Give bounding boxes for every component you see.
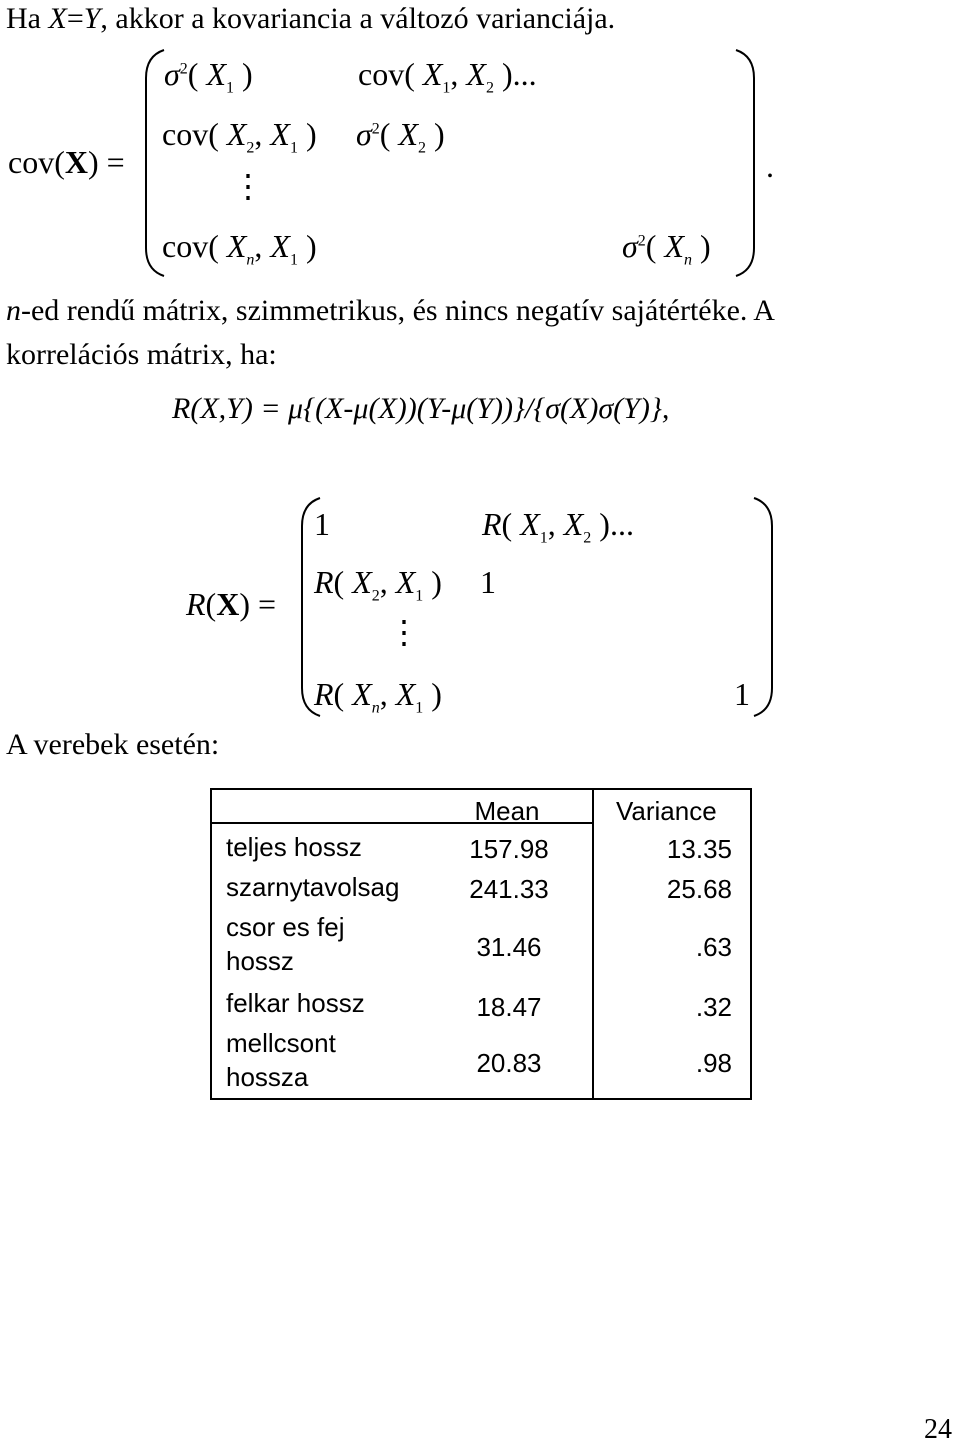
x-var: X: [398, 116, 418, 152]
page-number: 24: [924, 1414, 952, 1445]
r-cell-1-2: R( $X_1$, $X_2$ )...: [482, 506, 634, 547]
row-mean: 20.83: [476, 1048, 542, 1078]
row-mean: 18.47: [476, 992, 542, 1022]
sub-1: 1: [415, 587, 424, 605]
cov-fn: cov: [162, 116, 209, 152]
cov-period: .: [766, 148, 774, 184]
row-label: felkar hossz: [226, 988, 365, 1018]
intro-line: [6, 4, 615, 34]
r-vdots: ⋮: [388, 614, 420, 650]
row-mean: 157.98: [469, 834, 549, 864]
x-var: X: [466, 56, 486, 92]
ellipsis: ...: [609, 506, 634, 542]
sub-1: 1: [289, 139, 298, 157]
x-var: X: [352, 564, 372, 600]
sub-2: 2: [417, 139, 426, 157]
r-sym: R: [186, 586, 206, 622]
r-lhs-arg: X: [216, 586, 240, 622]
sup-2: 2: [179, 60, 188, 78]
cov-cell-1-1: $\sigma^2$( $X_1$ ): [164, 56, 253, 97]
comma: ,: [254, 116, 263, 152]
cov-lhs: cov(X) =: [8, 144, 125, 180]
cov-cell-n-1: cov( $X_n$, $X_1$ ): [162, 228, 317, 269]
cov-fn: cov: [358, 56, 405, 92]
header-mean: Mean: [474, 796, 540, 826]
x-var: X: [226, 228, 247, 264]
paragraph-line-1: [6, 296, 775, 326]
x-var: X: [520, 506, 540, 542]
intro-post: , akkor a kovariancia a változó varianciája.: [100, 2, 616, 35]
sub-1: 1: [415, 699, 424, 717]
paragraph-text-1: -ed rendű mátrix, szimmetrikus, és nincs negatív sajátértéke. A: [21, 294, 775, 327]
r-sym: R: [482, 506, 502, 542]
row-label: csor es fej hossz: [226, 912, 345, 976]
sub-1: 1: [225, 79, 234, 97]
intro-pre: Ha: [6, 2, 49, 35]
cov-right-bracket: [730, 48, 760, 278]
ellipsis: ...: [512, 56, 537, 92]
x-var: X: [422, 56, 443, 92]
row-variance: .32: [695, 992, 732, 1022]
cov-lhs-eq: =: [106, 144, 125, 180]
intro-eq: =: [66, 2, 84, 35]
comma: ,: [547, 506, 556, 542]
intro-var-x: X: [48, 2, 67, 35]
paragraph-line-2: korrelációs mátrix, ha:: [6, 338, 277, 371]
row-mean: 241.33: [469, 874, 549, 904]
cov-lhs-arg: X: [64, 144, 88, 180]
row-label: teljes hossz: [226, 832, 362, 862]
cov-fn: cov: [162, 228, 209, 264]
row-variance: .98: [695, 1048, 732, 1078]
sub-2: 2: [485, 79, 494, 97]
r-sym: R: [314, 676, 334, 712]
table-caption: A verebek esetén:: [6, 728, 220, 761]
sub-n: n: [683, 251, 692, 269]
cov-lhs-fn: cov: [8, 144, 55, 180]
r-sym: R: [314, 564, 334, 600]
sup-2: 2: [637, 232, 646, 250]
cov-cell-2-2: $\sigma^2$( $X_2$ ): [356, 116, 445, 157]
sup-2: 2: [371, 120, 380, 138]
row-label: szarnytavolsag: [226, 872, 400, 902]
sigma-sym: σ: [356, 116, 372, 152]
x-var: X: [270, 228, 290, 264]
x-var: X: [563, 506, 584, 542]
comma: ,: [379, 564, 388, 600]
r-lhs: R(X) =: [186, 586, 277, 622]
r-cell-1-1: 1: [314, 506, 330, 542]
correlation-formula: R(X,Y) = μ{(X-μ(X))(Y-μ(Y))}/{σ(X)σ(Y)},: [172, 392, 670, 425]
cov-cell-2-1: cov( $X_2$, $X_1$ ): [162, 116, 317, 157]
x-var: X: [395, 676, 416, 712]
n-var: n: [6, 294, 21, 327]
x-var: X: [270, 116, 290, 152]
cov-cell-1-2: cov( $X_1$, $X_2$ )...: [358, 56, 537, 97]
sub-1: 1: [539, 529, 548, 547]
x-var: X: [664, 228, 684, 264]
sigma-sym: σ: [164, 56, 180, 92]
r-cell-2-2: 1: [480, 564, 496, 600]
sub-1: 1: [289, 251, 298, 269]
row-label: mellcsont hossza: [226, 1028, 336, 1092]
row-variance: 25.68: [666, 874, 732, 904]
x-var: X: [206, 56, 226, 92]
r-cell-2-1: R( $X_2$, $X_1$ ): [314, 564, 442, 605]
sub-2: 2: [583, 529, 592, 547]
row-variance: 13.35: [666, 834, 732, 864]
sub-2: 2: [246, 139, 255, 157]
r-cell-n-1: R( $X_n$, $X_1$ ): [314, 676, 442, 717]
cov-cell-n-n: $\sigma^2$( $X_n$ ): [622, 228, 711, 269]
header-variance: Variance: [616, 796, 717, 826]
sigma-sym: σ: [622, 228, 638, 264]
row-mean: 31.46: [476, 932, 542, 962]
intro-var-y: Y: [83, 2, 101, 35]
r-right-bracket: [748, 496, 778, 718]
r-lhs-eq: =: [257, 586, 277, 622]
comma: ,: [450, 56, 459, 92]
comma: ,: [379, 676, 388, 712]
sub-n: n: [246, 251, 255, 269]
r-cell-n-n: 1: [734, 676, 750, 712]
row-variance: .63: [695, 932, 732, 962]
comma: ,: [254, 228, 263, 264]
x-var: X: [226, 116, 247, 152]
statistics-table: [210, 788, 752, 1100]
cov-vdots: ⋮: [232, 168, 264, 204]
x-var: X: [395, 564, 416, 600]
x-var: X: [352, 676, 372, 712]
sub-1: 1: [442, 79, 451, 97]
sub-n: n: [371, 699, 380, 717]
sub-2: 2: [371, 587, 380, 605]
